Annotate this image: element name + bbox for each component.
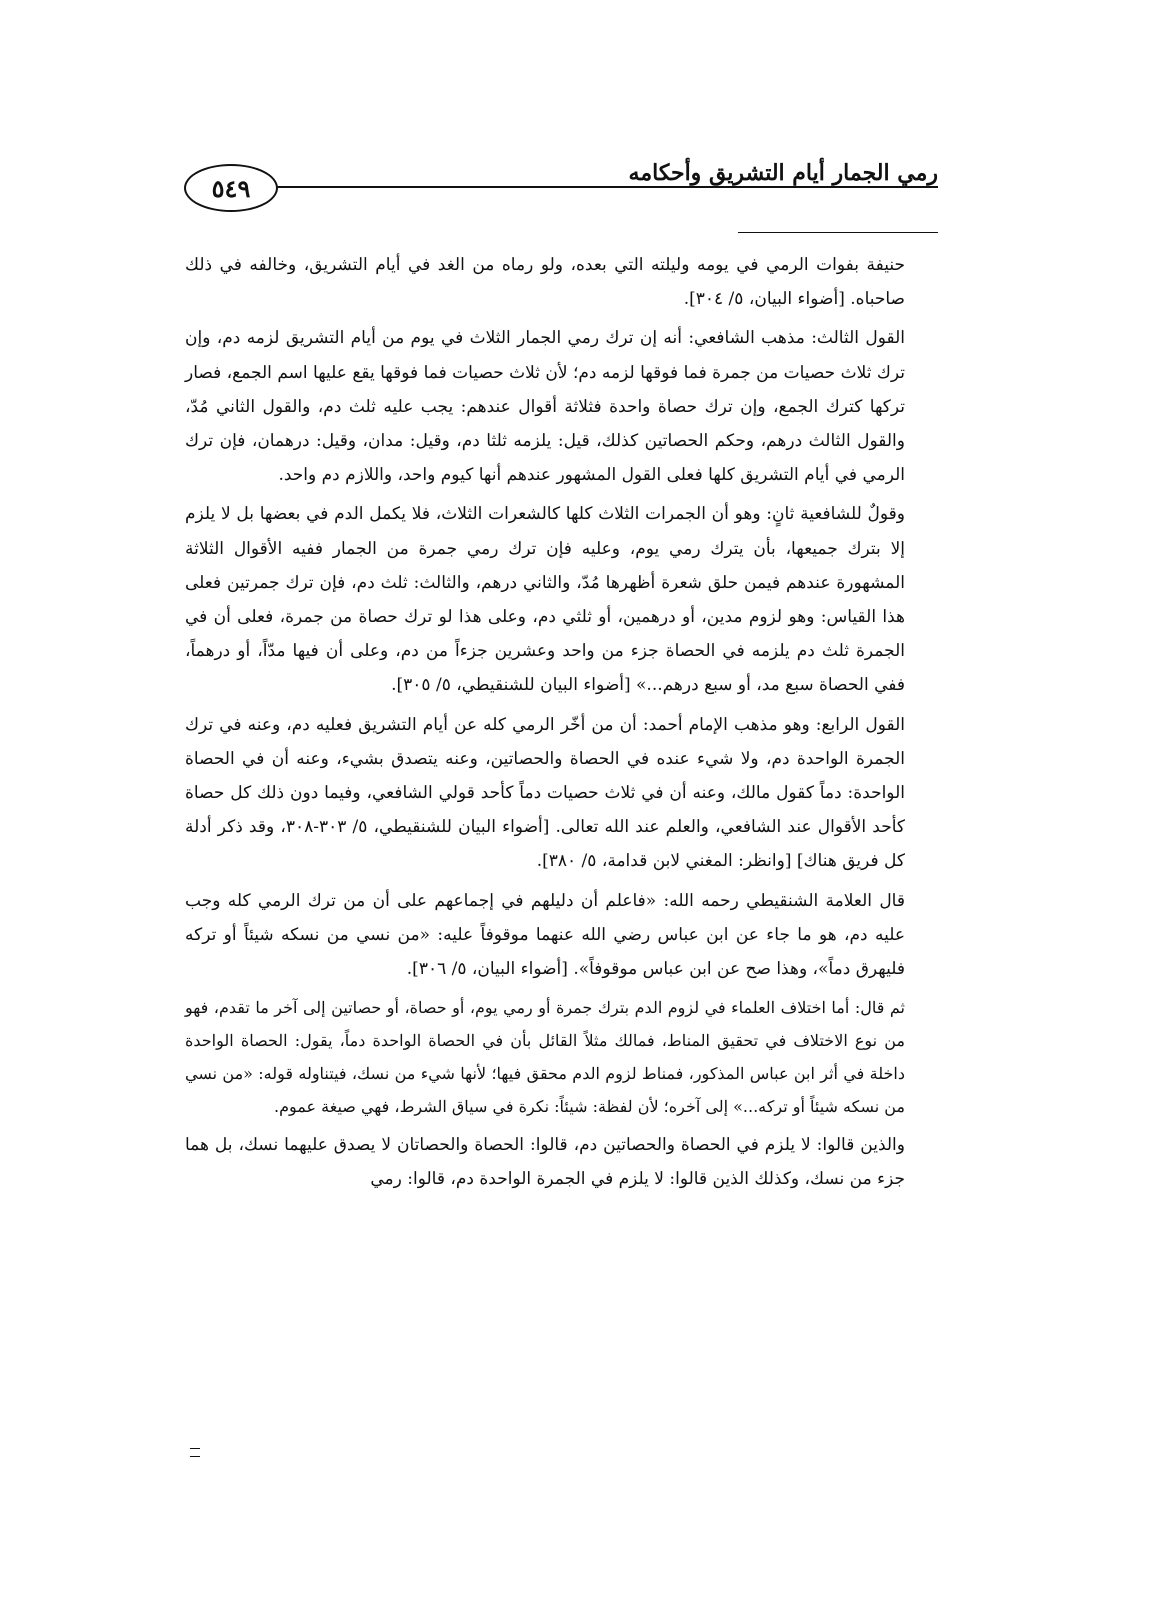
paragraph: القول الرابع: وهو مذهب الإمام أحمد: أن من أخّر الرمي كله عن أيام التشريق فعليه دم، وعنه في ترك الجمرة الواحدة دم، ولا شيء عنده في الحصاة والحصاتين، وعنه يتصدق بشيء، وعنه أن في الحصاة الواحدة: دماً كقول مالك، وعنه أن في ثلاث حصيات دماً كأحد قولي الشافعي، وفيما دون ذلك كل حصاة كأحد الأقوال عند الشافعي، والعلم عند الله تعالى. [أضواء البيان للشنقيطي، ٥/ ٣٠٣-٣٠٨، وقد ذكر أدلة كل فريق هناك] [وانظر: المغني لابن قدامة، ٥/ ٣٨٠]. — [185, 714, 905, 872]
continuation-mark — [190, 1448, 200, 1457]
paragraph: القول الثالث: مذهب الشافعي: أنه إن ترك رمي الجمار الثلاث في يوم من أيام التشريق لزمه دم، وإن ترك ثلاث حصيات من جمرة فما فوقها لزمه دم؛ لأن ثلاث حصيات فما فوقها يقع عليها اسم الجمع، فصار تركها كترك الجمع، وإن ترك حصاة واحدة فثلاثة أقوال عندهم: يجب عليه ثلث دم، والقول الثاني مُدّ، والقول الثالث درهم، وحكم الحصاتين كذلك، قيل: يلزمه ثلثا دم، وقيل: مدان، وقيل: درهمان، فإن ترك الرمي في أيام التشريق كلها فعلى القول المشهور عندهم أنها كيوم واحد، واللازم دم واحد. — [185, 328, 905, 486]
paragraph: حنيفة بفوات الرمي في يومه وليلته التي بعده، ولو رماه من الغد في أيام التشريق، وخالفه في ذلك صاحباه. [أضواء البيان، ٥/ ٣٠٤]. — [185, 255, 905, 310]
header-rule — [276, 186, 938, 188]
body-text — [185, 248, 905, 1202]
paragraph: والذين قالوا: لا يلزم في الحصاة والحصاتين دم، قالوا: الحصاة والحصاتان لا يصدق عليهما نسك، بل هما جزء من نسك، وكذلك الذين قالوا: لا يلزم في الجمرة الواحدة دم، قالوا: رمي — [185, 1135, 905, 1190]
paragraph: وقولٌ للشافعية ثانٍ: وهو أن الجمرات الثلاث كلها كالشعرات الثلاث، فلا يكمل الدم في بعضها بل لا يلزم إلا بترك جميعها، بأن يترك رمي يوم، وعليه فإن ترك رمي جمرة من الجمار ففيه الأقوال الثلاثة المشهورة عندهم فيمن حلق شعرة أظهرها مُدّ، والثاني درهم، والثالث: ثلث دم، فإن ترك جمرتين فعلى هذا القياس: وهو لزوم مدين، أو درهمين، أو ثلثي دم، وعلى هذا لو ترك حصاة من جمرة، فعلى أن في الجمرة ثلث دم يلزمه في الحصاة جزء من واحد وعشرين جزءاً من دم، وعلى أن فيها مدّاً، أو درهماً، ففي الحصاة سبع مد، أو سبع درهم...» [أضواء البيان للشنقيطي، ٥/ ٣٠٥]. — [185, 504, 905, 696]
paragraph: قال العلامة الشنقيطي رحمه الله: «فاعلم أن دليلهم في إجماعهم على أن من ترك الرمي كله وجب عليه دم، هو ما جاء عن ابن عباس رضي الله عنهما موقوفاً عليه: «من نسي من نسكه شيئاً أو تركه فليهرق دماً»، وهذا صح عن ابن عباس موقوفاً». [أضواء البيان، ٥/ ٣٠٦]. — [185, 890, 905, 980]
header-underline — [738, 232, 938, 233]
page-header — [178, 150, 938, 230]
paragraph: ثم قال: أما اختلاف العلماء في لزوم الدم بترك جمرة أو رمي يوم، أو حصاة، أو حصاتين إلى آخر ما تقدم، فهو من نوع الاختلاف في تحقيق المناط، فمالك مثلاً القائل بأن في الحصاة الواحدة دماً، يقول: الحصاة الواحدة داخلة في أثر ابن عباس المذكور، فمناط لزوم الدم محقق فيها؛ لأنها شيء من نسك، فيتناوله قوله: «من نسي من نسكه شيئاً أو تركه...» إلى آخره؛ لأن لفظة: شيئاً: نكرة في سياق الشرط، فهي صيغة عموم. — [185, 998, 905, 1117]
running-title: رمي الجمار أيام التشريق وأحكامه — [628, 160, 938, 186]
page-number-badge: ٥٤٩ — [184, 164, 278, 212]
